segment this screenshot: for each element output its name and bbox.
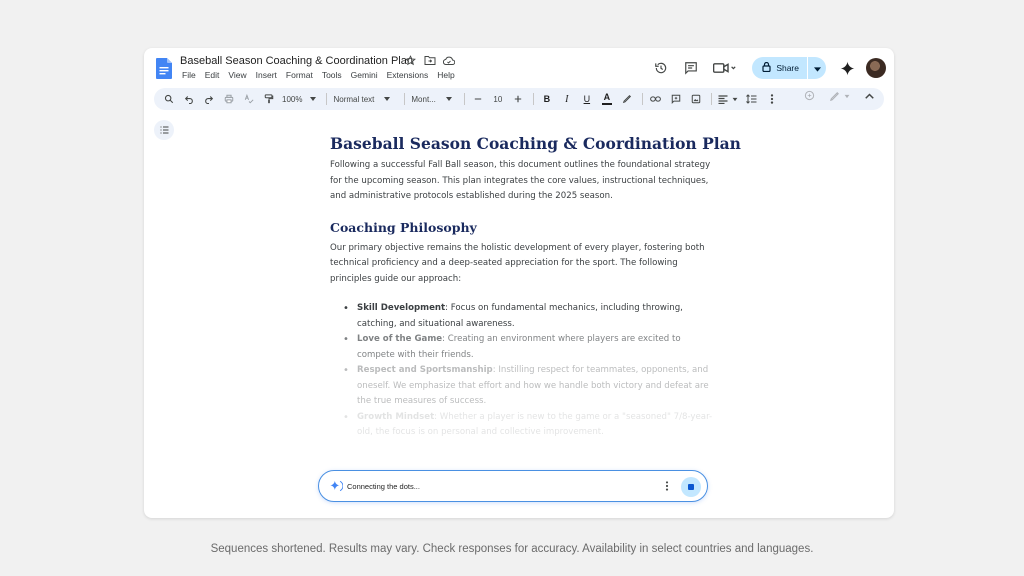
paragraph-style-value: Normal text (333, 94, 375, 104)
menu-bar (182, 70, 455, 80)
italic-button[interactable]: I (565, 93, 569, 105)
menu-edit[interactable]: Edit (204, 70, 220, 80)
list-item-term: Love of the Game (357, 334, 443, 344)
search-icon[interactable] (162, 90, 176, 108)
docs-header (144, 48, 894, 88)
lock-icon (762, 62, 771, 74)
align-select[interactable] (718, 90, 739, 108)
list-item-term: Skill Development (357, 303, 446, 313)
text-color-swatch (602, 103, 612, 105)
gemini-loading-icon (329, 479, 343, 493)
list-item-text: : Instilling respect for teammates, opponents, and oneself. We emphasize that effort and how we handle both victory and defeat are the true measures of success. (357, 365, 709, 406)
zoom-select[interactable] (282, 90, 318, 108)
section-heading: Coaching Philosophy (330, 219, 477, 235)
menu-gemini[interactable]: Gemini (350, 70, 378, 80)
share-button-group (752, 57, 826, 79)
menu-tools[interactable]: Tools (321, 70, 342, 80)
redo-icon[interactable] (202, 90, 216, 108)
history-icon[interactable] (650, 57, 672, 79)
share-dropdown-button[interactable] (808, 57, 826, 79)
outline-list-icon (160, 121, 169, 139)
chevron-up-icon[interactable] (865, 92, 874, 101)
more-options-icon[interactable] (765, 90, 779, 108)
font-size-input[interactable]: 10 (493, 94, 503, 104)
comments-icon[interactable] (680, 57, 702, 79)
list-item (330, 332, 720, 363)
paint-format-icon[interactable] (262, 90, 276, 108)
increase-font-size-button[interactable] (511, 90, 525, 108)
list-item (330, 301, 720, 332)
principles-list (330, 301, 720, 441)
docs-window (144, 48, 894, 518)
share-label: Share (776, 63, 799, 73)
zoom-value: 100% (282, 94, 303, 104)
decrease-font-size-button[interactable] (471, 90, 485, 108)
font-family-value: Mont... (411, 94, 436, 104)
highlight-icon[interactable] (620, 90, 634, 108)
star-icon[interactable] (404, 54, 417, 67)
caret-down-icon (814, 59, 821, 77)
list-item-text: : Whether a player is new to the game or a "seasoned" 7/8-year-old, the focus is on personal and collective improvement. (357, 411, 713, 437)
font-family-select[interactable] (411, 90, 453, 108)
stop-generating-button[interactable] (681, 477, 701, 497)
document-heading: Baseball Season Coaching & Coordination Plan (330, 134, 741, 153)
list-item-term: Respect and Sportsmanship (357, 365, 493, 375)
toolbar-divider (464, 93, 465, 105)
list-item-term: Growth Mindset (357, 411, 435, 422)
toolbar-divider (404, 93, 405, 105)
section-paragraph: Our primary objective remains the holistic development of every player, fostering both technical proficiency and a deep-seated appreciation for the sport. The following principles guide our approach: (330, 242, 705, 284)
document-page[interactable] (330, 134, 741, 441)
formatting-toolbar (154, 88, 884, 110)
avatar[interactable] (866, 58, 886, 78)
menu-view[interactable]: View (228, 70, 247, 80)
google-docs-icon[interactable] (156, 58, 172, 79)
print-icon[interactable] (222, 90, 236, 108)
move-to-folder-icon[interactable] (423, 54, 436, 67)
menu-help[interactable]: Help (437, 70, 455, 80)
gemini-prompt-bar[interactable] (318, 470, 708, 502)
toolbar-divider (533, 93, 534, 105)
toolbar-divider (642, 93, 643, 105)
spellcheck-icon[interactable] (242, 90, 256, 108)
menu-file[interactable]: File (182, 70, 196, 80)
more-options-icon[interactable] (661, 479, 673, 493)
text-color-letter: A (603, 92, 611, 102)
list-item (330, 410, 720, 441)
list-item-text: : Creating an environment where players are excited to compete with their friends. (357, 334, 681, 360)
paragraph-style-select[interactable] (333, 90, 392, 108)
toolbar-divider (711, 93, 712, 105)
gemini-assist-icon[interactable] (804, 90, 815, 103)
intro-paragraph: Following a successful Fall Ball season, this document outlines the foundational strategy for the upcoming season. This plan integrates the core values, instructional techniques, and administrative protocols established during the 2025 season. (330, 160, 711, 201)
list-item-text: : Focus on fundamental mechanics, including throwing, catching, and situational awareness. (357, 303, 683, 329)
video-call-icon[interactable] (710, 57, 740, 79)
document-title[interactable]: Baseball Season Coaching & Coordination Plan (180, 55, 413, 67)
toolbar-divider (326, 93, 327, 105)
share-button[interactable] (752, 57, 808, 79)
insert-comment-icon[interactable] (669, 90, 683, 108)
text-color-button[interactable] (600, 90, 614, 108)
document-outline-button[interactable] (154, 120, 174, 140)
insert-image-icon[interactable] (689, 90, 703, 108)
gemini-spark-icon[interactable] (836, 57, 858, 79)
list-item (330, 363, 720, 410)
editing-mode-select[interactable] (829, 91, 851, 102)
menu-extensions[interactable]: Extensions (386, 70, 429, 80)
stop-icon (688, 484, 694, 490)
gemini-status-text: Connecting the dots... (347, 482, 420, 491)
menu-insert[interactable]: Insert (255, 70, 277, 80)
underline-button[interactable]: U (583, 94, 591, 104)
insert-link-icon[interactable] (649, 90, 663, 108)
bold-button[interactable]: B (543, 94, 551, 104)
menu-format[interactable]: Format (285, 70, 313, 80)
cloud-saved-icon[interactable] (442, 54, 455, 67)
line-spacing-icon[interactable] (745, 90, 759, 108)
disclaimer-text: Sequences shortened. Results may vary. Check responses for accuracy. Availability in select countries and languages. (210, 543, 814, 555)
undo-icon[interactable] (182, 90, 196, 108)
